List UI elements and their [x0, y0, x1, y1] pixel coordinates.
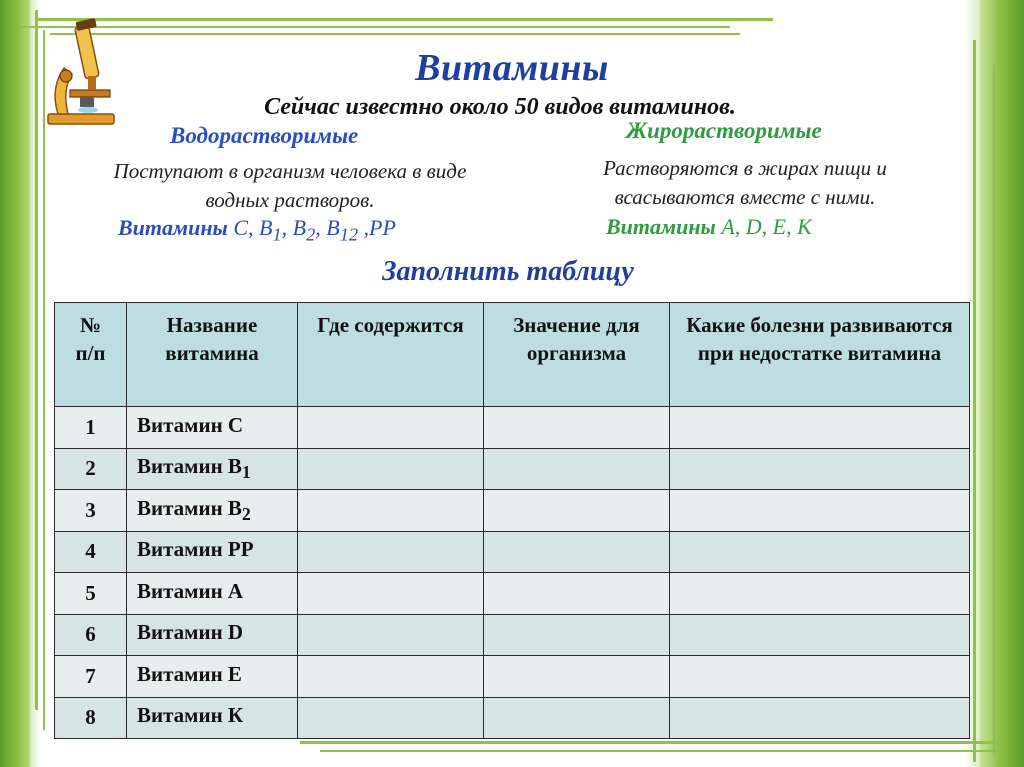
water-vitamins-label: Витамины: [118, 215, 228, 240]
cell-meaning[interactable]: [484, 448, 670, 490]
row-num: 3: [55, 490, 127, 532]
table-header-row: [55, 303, 970, 407]
cell-source[interactable]: [298, 448, 484, 490]
row-vitamin-name: Витамин $В_2$: [127, 490, 298, 532]
header-diseases: Какие болезни развиваются при недостатке витамина: [670, 303, 970, 407]
vitamins-table: [54, 302, 970, 739]
task-heading: Заполнить таблицу: [382, 256, 634, 287]
fat-vitamins-label: Витамины: [606, 214, 716, 239]
top-line-1: [38, 18, 773, 21]
top-line-2: [20, 26, 730, 28]
right-line-2: [993, 65, 995, 755]
water-vitamins-list-pre: С, В: [233, 215, 273, 240]
water-soluble-heading: Водорастворимые: [170, 123, 359, 148]
cell-diseases[interactable]: [670, 573, 970, 615]
cell-source[interactable]: [298, 573, 484, 615]
cell-diseases[interactable]: [670, 407, 970, 449]
fat-soluble-heading: Жирорастворимые: [626, 118, 822, 143]
cell-meaning[interactable]: [484, 656, 670, 698]
top-line-3: [50, 33, 740, 35]
bottom-line-2: [320, 750, 1000, 752]
water-vitamins-sub-2: 2: [306, 224, 316, 245]
row-vitamin-name: Витамин Е: [127, 656, 298, 698]
bottom-line-1: [300, 741, 1000, 744]
cell-diseases[interactable]: [670, 656, 970, 698]
water-soluble-vitamins: [118, 215, 396, 245]
row-num: 1: [55, 407, 127, 449]
water-vitamins-list-post: ,РР: [358, 215, 396, 240]
cell-meaning[interactable]: [484, 614, 670, 656]
table-row: [55, 531, 970, 573]
cell-source[interactable]: [298, 656, 484, 698]
fat-vitamins-list: А, D, Е, К: [721, 214, 812, 239]
row-num: 7: [55, 656, 127, 698]
table-row: [55, 573, 970, 615]
cell-source[interactable]: [298, 407, 484, 449]
row-vitamin-name: Витамин $В_1$: [127, 448, 298, 490]
left-line-2: [43, 30, 45, 730]
table-row: [55, 448, 970, 490]
cell-meaning[interactable]: [484, 407, 670, 449]
row-vitamin-name: Витамин РР: [127, 531, 298, 573]
right-line-1: [973, 40, 976, 762]
cell-diseases[interactable]: [670, 614, 970, 656]
water-vitamins-list-mid-2: , В: [315, 215, 340, 240]
cell-meaning[interactable]: [484, 697, 670, 739]
header-name: Название витамина: [127, 303, 298, 407]
cell-diseases[interactable]: [670, 490, 970, 532]
cell-source[interactable]: [298, 614, 484, 656]
fat-soluble-description: Растворяются в жирах пищи и всасываются вместе с ними.: [603, 156, 887, 209]
row-vitamin-name: Витамин А: [127, 573, 298, 615]
cell-meaning[interactable]: [484, 490, 670, 532]
header-num: № п/п: [55, 303, 127, 407]
header-meaning: Значение для организма: [484, 303, 670, 407]
cell-diseases[interactable]: [670, 448, 970, 490]
slide-subtitle: Сейчас известно около 50 видов витаминов.: [264, 94, 736, 120]
fat-soluble-vitamins: [606, 214, 812, 240]
row-num: 2: [55, 448, 127, 490]
cell-source[interactable]: [298, 490, 484, 532]
water-vitamins-sub-1: 1: [272, 224, 282, 245]
table-row: [55, 697, 970, 739]
cell-source[interactable]: [298, 531, 484, 573]
table-row: [55, 656, 970, 698]
header-source: Где содержится: [298, 303, 484, 407]
row-vitamin-name: Витамин К: [127, 697, 298, 739]
row-num: 6: [55, 614, 127, 656]
row-num: 8: [55, 697, 127, 739]
cell-source[interactable]: [298, 697, 484, 739]
row-vitamin-name: Витамин D: [127, 614, 298, 656]
table-row: [55, 407, 970, 449]
table-row: [55, 614, 970, 656]
water-vitamins-sub-3: 12: [339, 224, 359, 245]
water-soluble-description: Поступают в организм человека в виде водных растворов.: [113, 159, 467, 212]
cell-meaning[interactable]: [484, 531, 670, 573]
cell-meaning[interactable]: [484, 573, 670, 615]
row-vitamin-name: Витамин С: [127, 407, 298, 449]
cell-diseases[interactable]: [670, 531, 970, 573]
table-row: [55, 490, 970, 532]
slide-title: Витамины: [415, 47, 609, 89]
water-vitamins-list-mid-1: , В: [281, 215, 307, 240]
row-num: 5: [55, 573, 127, 615]
row-num: 4: [55, 531, 127, 573]
cell-diseases[interactable]: [670, 697, 970, 739]
